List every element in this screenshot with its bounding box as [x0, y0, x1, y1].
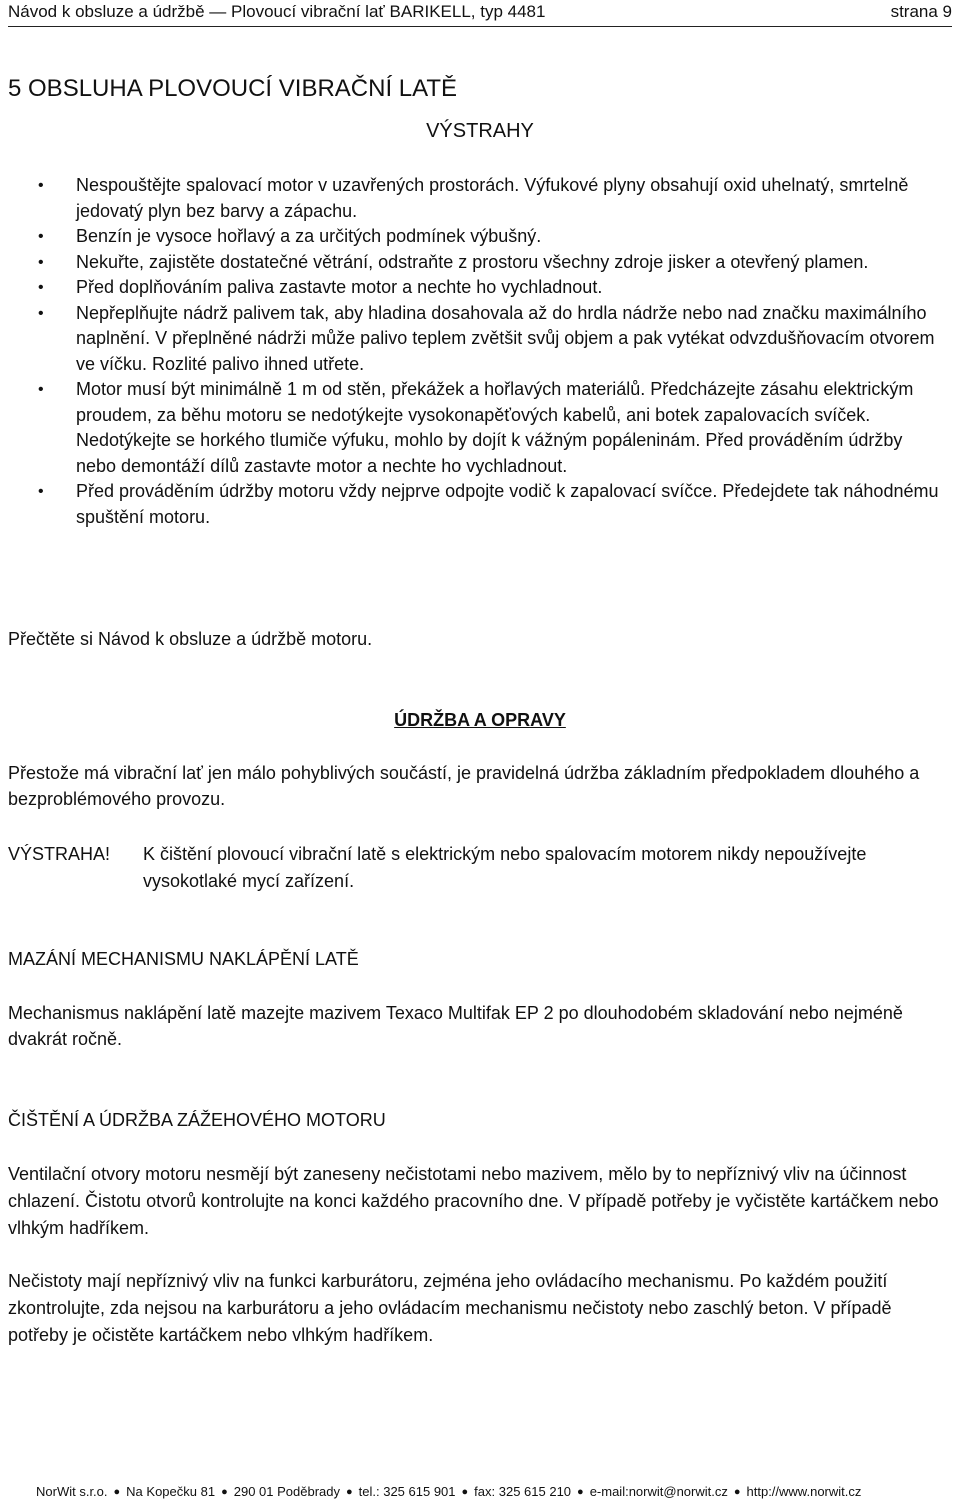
bullet-icon: •: [38, 228, 44, 245]
warnings-list: [0, 173, 945, 530]
bullet-icon: ●: [346, 1486, 353, 1498]
lubrication-paragraph: Mechanismus naklápění latě mazejte mazivem Texaco Multifak EP 2 po dlouhodobém skladování nebo nejméně dvakrát ročně.: [8, 1003, 903, 1049]
engine-heading: ČIŠTĚNÍ A ÚDRŽBA ZÁŽEHOVÉHO MOTORU: [8, 1110, 386, 1130]
list-item: • Motor musí být minimálně 1 m od stěn, překážek a hořlavých materiálů. Předcházejte zásahu elektrickým proudem, za běhu motoru se nedotýkejte vysokonapěťových kabelů, ani botek zapalovacích svíček. Nedotýkejte se horkého tlumiče výfuku, mohlo by dojít k vážným popáleninám. Před prováděním údržby nebo demontáží dílů zastavte motor a nechte ho vychladnout.: [38, 379, 914, 476]
bullet-icon: •: [38, 253, 44, 271]
engine-paragraph-1: Ventilační otvory motoru nesmějí být zaneseny nečistotami nebo mazivem, mělo by to nepříznivý vliv na účinnost chlazení. Čistotu otvorů kontrolujte na konci každého pracovního dne. V případě potřeby je vyčistěte kartáčkem nebo vlhkým hadříkem.: [8, 1164, 939, 1238]
footer-fax: fax: 325 615 210: [474, 1484, 572, 1499]
page-header: [8, 0, 952, 27]
footer-phone: tel.: 325 615 901: [358, 1484, 456, 1499]
maintenance-heading: ÚDRŽBA A OPRAVY: [394, 710, 566, 730]
list-item: • Před doplňováním paliva zastavte motor a nechte ho vychladnout.: [0, 275, 945, 301]
chapter-title: 5 OBSLUHA PLOVOUCÍ VIBRAČNÍ LATĚ: [8, 75, 458, 102]
bullet-icon: ●: [577, 1486, 584, 1498]
maintenance-paragraph: Přestože má vibrační lať jen málo pohyblivých součástí, je pravidelná údržba základním předpokladem dlouhého a bezproblémového provozu.: [8, 763, 920, 809]
engine-paragraph-2: Nečistoty mají nepříznivý vliv na funkci karburátoru, zejména jeho ovládacího mechanismu. Po každém použití zkontrolujte, zda nejsou na karburátoru a jeho ovládacím mechanismu nečistoty nebo zaschlý beton. V případě potřeby je očistěte kartáčkem nebo vlhkým hadříkem.: [8, 1271, 892, 1345]
bullet-icon: •: [38, 483, 44, 500]
list-item: • Před prováděním údržby motoru vždy nejprve odpojte vodič k zapalovací svíčce. Předejdete tak náhodnému spuštění motoru.: [38, 481, 939, 527]
header-title: Návod k obsluze a údržbě — Plovoucí vibrační lať BARIKELL, typ 4481: [8, 2, 546, 21]
list-item: • Nespouštějte spalovací motor v uzavřených prostorách. Výfukové plyny obsahují oxid uhelnatý, smrtelně jedovatý plyn bez barvy a zápachu.: [38, 175, 909, 221]
footer-email: e-mail:norwit@norwit.cz: [589, 1484, 728, 1499]
bullet-icon: •: [38, 381, 44, 398]
list-item: • Benzín je vysoce hořlavý a za určitých podmínek výbušný.: [0, 224, 945, 250]
footer-website: http://www.norwit.cz: [746, 1484, 862, 1499]
bullet-icon: •: [38, 177, 44, 194]
bullet-icon: ●: [733, 1486, 741, 1498]
footer-street: Na Kopečku 81: [126, 1484, 216, 1499]
bullet-icon: •: [38, 279, 44, 296]
page-footer: [0, 1483, 960, 1501]
list-item: • Nepřeplňujte nádrž palivem tak, aby hladina dosahovala až do hrdla nádrže nebo nad značku maximálního naplnění. V přeplněné nádrži může palivo teplem zvětšit svůj objem a pak vytékat odvzdušňovacím otvorem ve víčku. Rozlité palivo ihned utřete.: [38, 302, 935, 374]
bullet-icon: ●: [221, 1486, 228, 1498]
bullet-icon: •: [38, 304, 44, 322]
list-item: • Nekuřte, zajistěte dostatečné větrání, odstraňte z prostoru všechny zdroje jisker a otevřený plamen.: [0, 250, 945, 276]
bullet-icon: ●: [461, 1486, 469, 1498]
footer-city: 290 01 Poděbrady: [233, 1484, 340, 1499]
warning-text: K čištění plovoucí vibrační latě s elektrickým nebo spalovacím motorem nikdy nepoužívejte vysokotlaké mycí zařízení.: [143, 844, 867, 891]
warnings-heading: VÝSTRAHY: [426, 120, 534, 142]
footer-company: NorWit s.r.o.: [36, 1484, 108, 1499]
warning-label: VÝSTRAHA!: [8, 844, 111, 864]
lubrication-heading: MAZÁNÍ MECHANISMU NAKLÁPĚNÍ LATĚ: [8, 949, 359, 969]
bullet-icon: ●: [113, 1486, 121, 1498]
page-number: strana 9: [890, 2, 952, 21]
read-manual-text: Přečtěte si Návod k obsluze a údržbě motoru.: [8, 629, 373, 649]
